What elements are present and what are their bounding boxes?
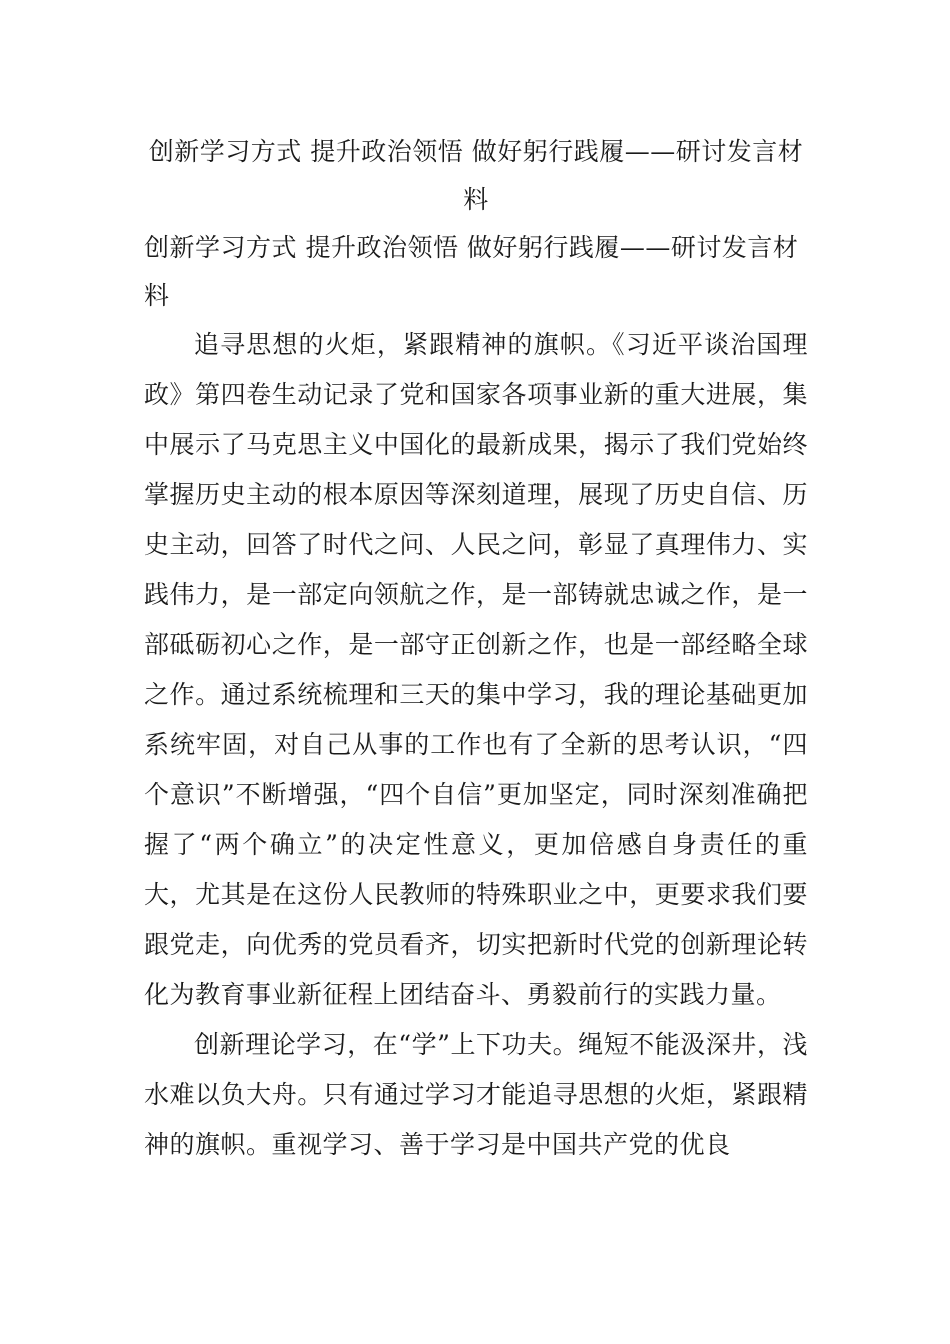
body-paragraph-1: 追寻思想的火炬，紧跟精神的旗帜。《习近平谈治国理政》第四卷生动记录了党和国家各项事业新的重大进展，集中展示了马克思主义中国化的最新成果，揭示了我们党始终掌握历史主动的根本原因等深刻道理，展现了历史自信、历史主动，回答了时代之问、人民之问，彰显了真理伟力、实践伟力，是一部定向领航之作，是一部铸就忠诚之作，是一部砥砺初心之作，是一部守正创新之作，也是一部经略全球之作。通过系统梳理和三天的集中学习，我的理论基础更加系统牢固，对自己从事的工作也有了全新的思考认识，“四个意识”不断增强，“四个自信”更加坚定，同时深刻准确把握了“两个确立”的决定性意义，更加倍感自身责任的重大，尤其是在这份人民教师的特殊职业之中，更要求我们要跟党走，向优秀的党员看齐，切实把新时代党的创新理论转化为教育事业新征程上团结奋斗、勇毅前行的实践力量。 [144,330,808,1009]
document-title: 创新学习方式 提升政治领悟 做好躬行践履——研讨发言材料 [148,137,804,214]
body-paragraph-2: 创新理论学习，在“学”上下功夫。绳短不能汲深井，浅水难以负大舟。只有通过学习才能追寻思想的火炬，紧跟精神的旗帜。重视学习、善于学习是中国共产党的优良 [144,1030,808,1159]
document-subtitle: 创新学习方式 提升政治领悟 做好躬行践履——研讨发言材料 [144,233,799,310]
document-page [144,128,808,1170]
